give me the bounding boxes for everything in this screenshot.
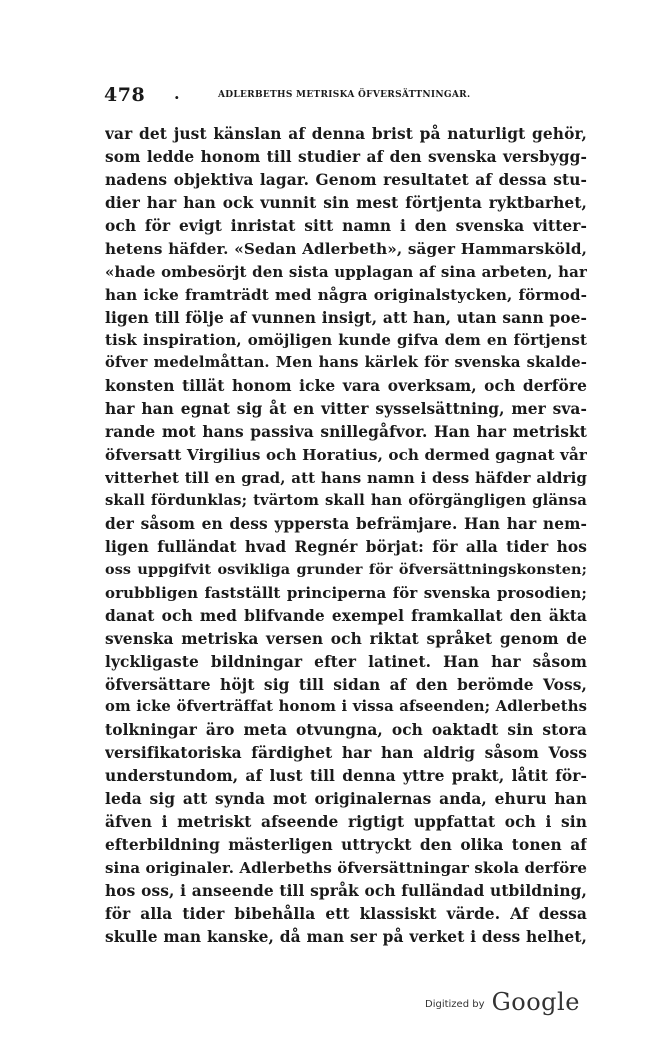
text-line: sina originaler. Adlerbeths öfversättningar skola derföre [105,859,587,877]
text-line: konsten tillät honom icke vara overksam, och derföre [105,377,587,396]
text-line: hetens häfder. «Sedan Adlerbeth», säger Hammarsköld, [105,239,587,258]
header-separator: . [174,84,180,103]
running-title: ADLERBETHS METRISKA ÖFVERSÄTTNINGAR. [218,90,471,100]
text-line: om icke öfverträffat honom i vissa afseenden; Adlerbeths [105,698,587,716]
google-logo: Google [491,988,580,1016]
text-line: har han egnat sig åt en vitter sysselsättning, mer sva- [105,400,587,419]
text-line: tolkningar äro meta otvungna, och oaktadt sin stora [105,721,587,740]
digitized-by-watermark [425,988,580,1018]
text-line: svenska metriska versen och riktat språket genom de [105,629,587,648]
page-number: 478 [104,84,146,106]
text-line: öfver medelmåttan. Men hans kärlek för svenska skalde- [105,354,587,372]
text-line: understundom, af lust till denna yttre prakt, låtit för- [105,767,587,786]
text-line: «hade ombesörjt den sista upplagan af sina arbeten, har [105,262,587,281]
text-line: rande mot hans passiva snillegåfvor. Han har metriskt [105,423,587,442]
running-header [104,84,588,108]
text-line: och för evigt inristat sitt namn i den svenska vitter- [105,216,587,235]
text-line: hos oss, i anseende till språk och fulländad utbildning, [105,881,587,900]
text-line: öfversatt Virgilius och Horatius, och dermed gagnat vår [105,446,587,465]
text-line: dier har han ock vunnit sin mest förtjenta ryktbarhet, [105,193,587,212]
text-line: var det just känslan af denna brist på naturligt gehör, [105,125,587,143]
text-line: versifikatoriska färdighet har han aldrig såsom Voss [105,744,587,763]
text-line: leda sig att synda mot originalernas anda, ehuru han [105,790,587,809]
text-line: ligen fulländat hvad Regnér börjat: för alla tider hos [105,537,587,556]
body-text [105,123,587,949]
digitized-by-text: Digitized by [425,999,485,1010]
text-line: efterbildning mästerligen uttryckt den olika tonen af [105,836,587,855]
text-line: danat och med blifvande exempel framkallat den äkta [105,606,587,625]
text-line: han icke framträdt med några originalstycken, förmod- [105,285,587,304]
text-line: nadens objektiva lagar. Genom resultatet af dessa stu- [105,170,587,189]
text-line: der såsom en dess yppersta befrämjare. Han har nem- [105,514,587,533]
text-line: oss uppgifvit osvikliga grunder för öfversättningskonsten; [105,560,587,578]
text-line: lyckligaste bildningar efter latinet. Han har såsom [105,652,587,671]
text-line: för alla tider bibehålla ett klassiskt värde. Af dessa [105,904,587,923]
text-line: skulle man kanske, då man ser på verket i dess helhet, [105,927,587,946]
text-line: ligen till följe af vunnen insigt, att han, utan sann poe- [105,308,587,327]
text-line: tisk inspiration, omöjligen kunde gifva dem en förtjenst [105,331,587,350]
text-line: skall fördunklas; tvärtom skall han oförgängligen glänsa [105,492,587,509]
text-line: orubbligen fastställt principerna för svenska prosodien; [105,583,587,602]
text-line: öfversättare höjt sig till sidan af den berömde Voss, [105,675,587,694]
text-line: vitterhet till en grad, att hans namn i dess häfder aldrig [105,469,587,488]
text-line: äfven i metriskt afseende rigtigt uppfattat och i sin [105,813,587,832]
text-line: som ledde honom till studier af den svenska versbygg- [105,147,587,166]
